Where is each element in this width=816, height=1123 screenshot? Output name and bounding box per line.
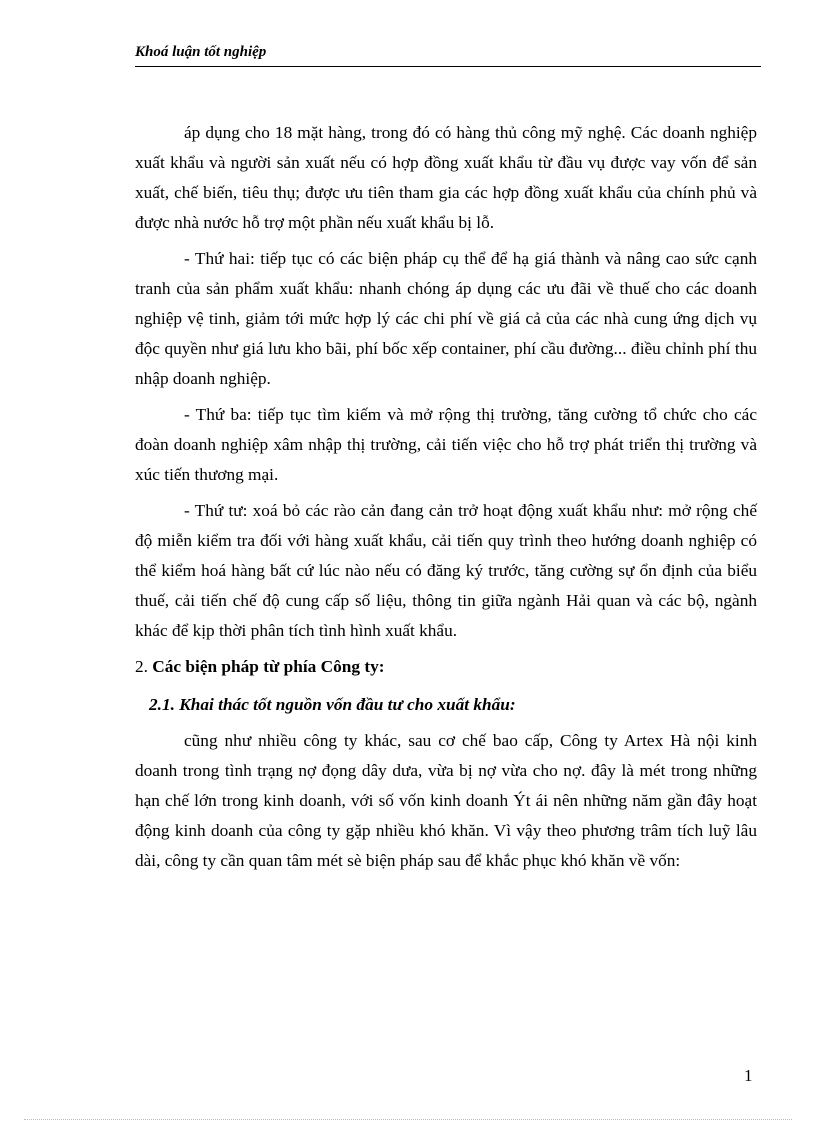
paragraph: - Thứ tư: xoá bỏ các rào cản đang cản trở hoạt động xuất khẩu như: mở rộng chế độ miễn kiểm tra đối với hàng xuất khẩu, cải tiến quy trình theo hướng doanh nghiệp có thể kiểm hoá hàng bất cứ lúc nào nếu có đăng ký trước, tăng cường sự ổn định của biểu thuế, cải tiến chế độ cung cấp số liệu, thông tin giữa ngành Hải quan và các bộ, ngành khác để kịp thời phân tích tình hình xuất khẩu.: [135, 501, 757, 640]
paragraph: - Thứ hai: tiếp tục có các biện pháp cụ thể để hạ giá thành và nâng cao sức cạnh tranh của sản phẩm xuất khẩu: nhanh chóng áp dụng các ưu đãi về thuế cho các doanh nghiệp vệ tinh, giảm tới mức hợp lý các chi phí về giá cả của các nhà cung ứng dịch vụ độc quyền như giá lưu kho bãi, phí bốc xếp container, phí cầu đường... điều chỉnh phí thu nhập doanh nghiệp.: [135, 249, 757, 388]
section-number: 2.: [135, 657, 148, 676]
subsection-heading: 2.1. Khai thác tốt nguồn vốn đầu tư cho xuất khẩu:: [149, 695, 516, 714]
header-divider: [135, 66, 761, 67]
paragraph: áp dụng cho 18 mặt hàng, trong đó có hàng thủ công mỹ nghệ. Các doanh nghiệp xuất khẩu và người sản xuất nếu có hợp đồng xuất khẩu từ đầu vụ được vay vốn để sản xuất, chế biến, tiêu thụ; được ưu tiên tham gia các hợp đồng xuất khẩu của chính phủ và được nhà nước hỗ trợ một phần nếu xuất khẩu bị lỗ.: [135, 123, 757, 232]
paragraph: - Thứ ba: tiếp tục tìm kiếm và mở rộng thị trường, tăng cường tổ chức cho các đoàn doanh nghiệp xâm nhập thị trường, cải tiến việc cho hỗ trợ phát triển thị trường và xúc tiến thương mại.: [135, 405, 757, 484]
section-title: Các biện pháp từ phía Công ty:: [152, 657, 385, 676]
section-heading: [135, 652, 757, 682]
document-header-title: Khoá luận tốt nghiệp: [135, 44, 267, 60]
page-bottom-divider: [24, 1119, 792, 1120]
page-number: 1: [744, 1066, 753, 1085]
document-body: [135, 118, 757, 882]
paragraph: cũng như nhiều công ty khác, sau cơ chế bao cấp, Công ty Artex Hà nội kinh doanh trong tình trạng nợ đọng dây dưa, vừa bị nợ vừa cho nợ. đây là mét trong những hạn chế lớn trong kinh doanh, với số vốn kinh doanh Ýt ái nên những năm gần đây hoạt động kinh doanh của công ty gặp nhiều khó khăn. Vì vậy theo phương trâm tích luỹ lâu dài, công ty cần quan tâm mét sè biện pháp sau để khắc phục khó khăn về vốn:: [135, 731, 757, 870]
